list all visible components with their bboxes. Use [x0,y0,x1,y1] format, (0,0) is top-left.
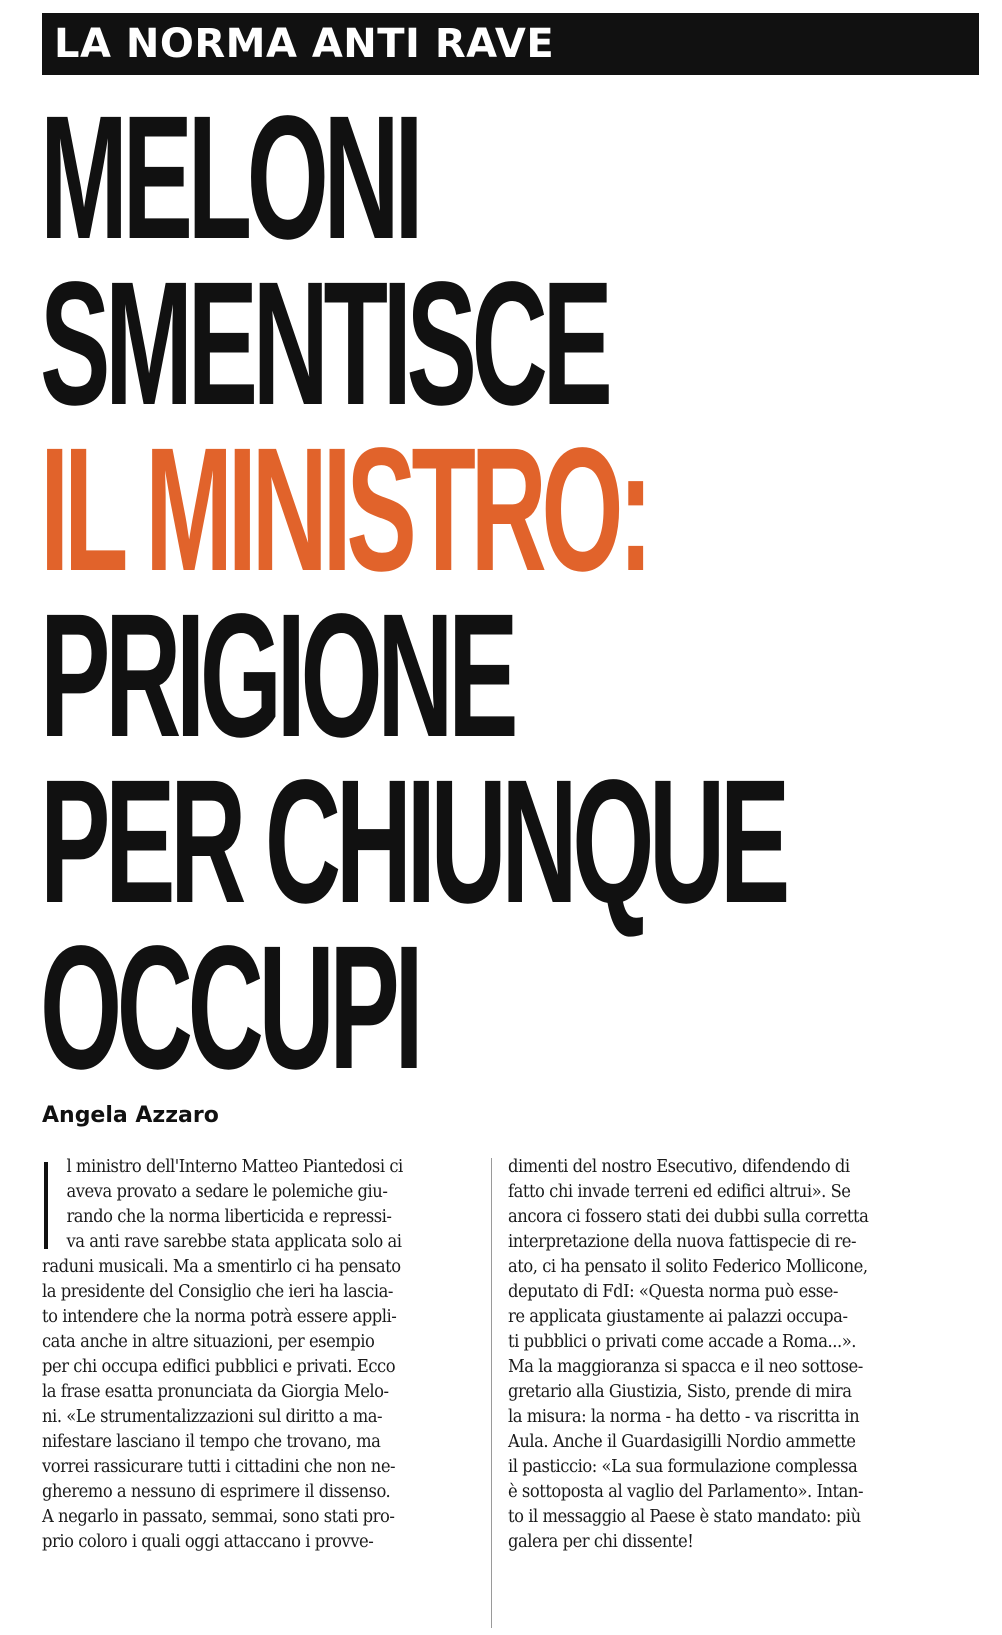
text-line: ni. «Le strumentalizzazioni sul diritto a ma- [42,1407,383,1427]
article-column-2 [508,1155,928,1555]
headline-line: SMENTISCE [40,246,608,442]
text-line: gretario alla Giustizia, Sisto, prende di mira [508,1382,852,1402]
text-line: è sottoposta al vaglio del Parlamento». Intan- [508,1482,864,1502]
text-line: re applicata giustamente ai palazzi occupa- [508,1307,848,1327]
text-line: ti pubblici o privati come accade a Roma...». [508,1332,856,1352]
text-line: dimenti del nostro Esecutivo, difendendo di [508,1157,850,1177]
text-line: to il messaggio al Paese è stato mandato: più [508,1507,861,1527]
text-line: il pasticcio: «La sua formulazione complessa [508,1457,858,1477]
text-line: Aula. Anche il Guardasigilli Nordio ammette [508,1432,856,1452]
headline-line: PRIGIONE [40,578,514,774]
text-line: ancora ci fossero stati dei dubbi sulla corretta [508,1207,869,1227]
text-line: nifestare lasciano il tempo che trovano, ma [42,1432,381,1452]
text-line: interpretazione della nuova fattispecie di re- [508,1232,857,1252]
headline-line: PER CHIUNQUE [40,744,785,940]
text-line: ato, ci ha pensato il solito Federico Mollicone, [508,1257,868,1277]
column-divider [491,1158,492,1628]
text-line: to intendere che la norma potrà essere appli- [42,1307,397,1327]
headline-line: OCCUPI [40,910,419,1106]
text-line: va anti rave sarebbe stata applicata solo ai [66,1232,402,1252]
text-line: rando che la norma liberticida e repressi- [66,1207,392,1227]
author-byline: Angela Azzaro [42,1103,219,1128]
headline-line-accent: IL MINISTRO: [40,412,648,608]
text-line: prio coloro i quali oggi attaccano i provve- [42,1532,374,1552]
text-line: la presidente del Consiglio che ieri ha lascia- [42,1282,393,1302]
text-line: galera per chi dissente! [508,1532,694,1552]
text-line: la frase esatta pronunciata da Giorgia Melo- [42,1382,389,1402]
article-column-1 [42,1155,462,1555]
text-line: aveva provato a sedare le polemiche giu- [66,1182,388,1202]
text-line: per chi occupa edifici pubblici e privati. Ecco [42,1357,396,1377]
text-line: Ma la maggioranza si spacca e il neo sottose- [508,1357,863,1377]
text-line: A negarlo in passato, semmai, sono stati pro- [42,1507,395,1527]
text-line: deputato di FdI: «Questa norma può esse- [508,1282,838,1302]
headline-line: MELONI [40,80,419,276]
kicker-label: LA NORMA ANTI RAVE [42,13,979,75]
text-line: la misura: la norma - ha detto - va riscritta in [508,1407,860,1427]
text-line: l ministro dell'Interno Matteo Piantedosi ci [66,1157,403,1177]
text-line: raduni musicali. Ma a smentirlo ci ha pensato [42,1257,401,1277]
headline [40,80,785,1106]
text-line: gheremo a nessuno di esprimere il dissenso. [42,1482,391,1502]
text-line: fatto chi invade terreni ed edifici altrui». Se [508,1182,851,1202]
text-line: cata anche in altre situazioni, per esempio [42,1332,375,1352]
text-line: vorrei rassicurare tutti i cittadini che non ne- [42,1457,396,1477]
